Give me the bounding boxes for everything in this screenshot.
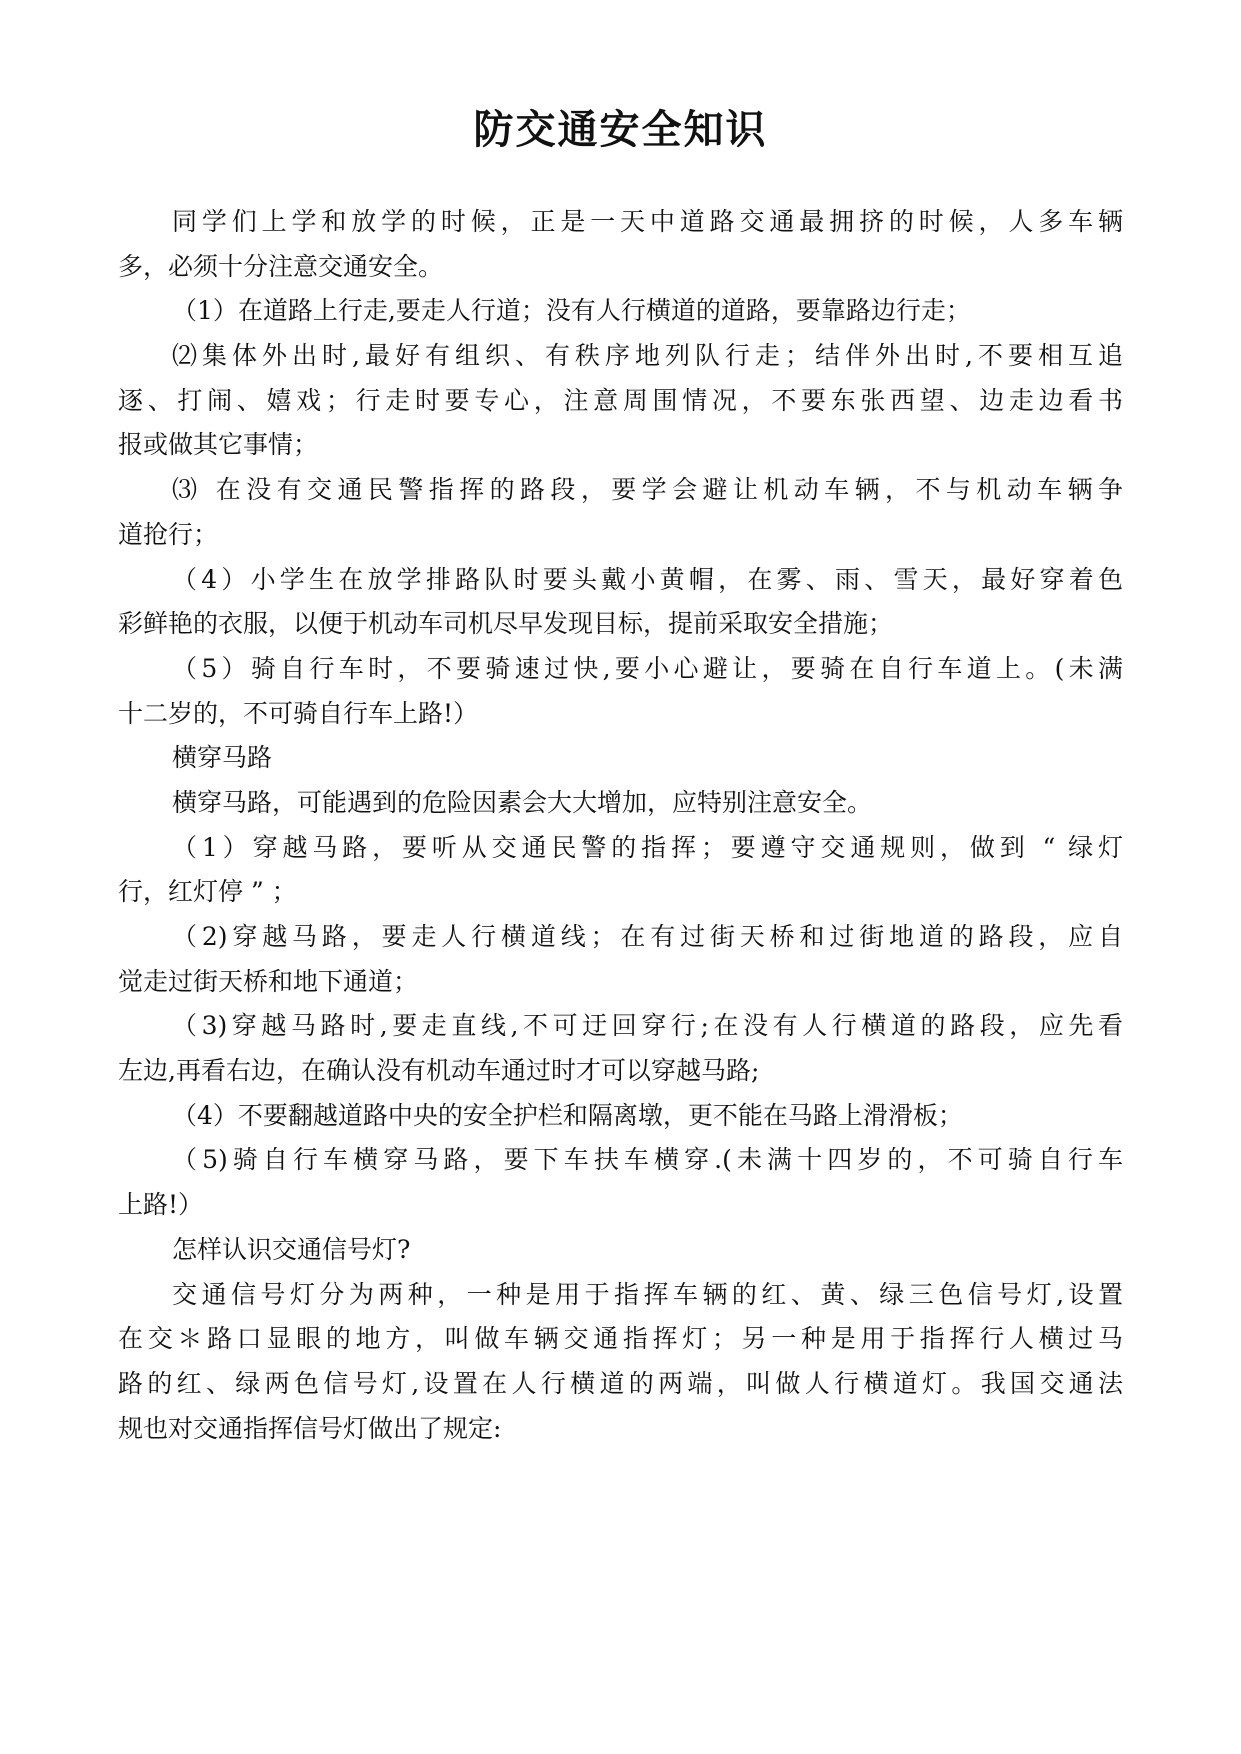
- text-line: （4）不要翻越道路中央的安全护栏和隔离墩，更不能在马路上滑滑板；: [172, 1100, 963, 1130]
- text-line: 左边,再看右边，在确认没有机动车通过时才可以穿越马路;: [118, 1056, 760, 1086]
- text-line: 十二岁的，不可骑自行车上路!）: [118, 698, 479, 728]
- text-line: ⑶ 在没有交通民警指挥的路段，要学会避让机动车辆，不与机动车辆争: [172, 475, 1123, 505]
- text-line: （1）穿越马路，要听从交通民警的指挥；要遵守交通规则，做到 “ 绿灯: [172, 832, 1123, 862]
- text-line: （5）骑自行车时，不要骑速过快,要小心避让，要骑在自行车道上。(未满: [172, 653, 1123, 683]
- page-title: 防交通安全知识: [473, 107, 768, 153]
- text-line: 横穿马路，可能遇到的危险因素会大大增加，应特别注意安全。: [172, 787, 873, 817]
- text-line: （4）小学生在放学排路队时要头戴小黄帽，在雾、雨、雪天，最好穿着色: [172, 564, 1123, 594]
- text-line: 觉走过街天桥和地下通道；: [118, 966, 419, 996]
- text-line: 在交＊路口显眼的地方，叫做车辆交通指挥灯；另一种是用于指挥行人横过马: [118, 1324, 1123, 1354]
- text-line: 怎样认识交通信号灯?: [172, 1234, 411, 1264]
- text-line: 行，红灯停 ” ；: [118, 877, 297, 907]
- text-line: （1）在道路上行走,要走人行道；没有人行横道的道路，要靠路边行走；: [172, 296, 971, 326]
- text-line: 规也对交通指挥信号灯做出了规定:: [118, 1413, 502, 1443]
- text-line: 上路!）: [118, 1190, 204, 1220]
- text-line: 路的红、绿两色信号灯,设置在人行横道的两端，叫做人行横道灯。我国交通法: [118, 1368, 1123, 1398]
- text-line: 同学们上学和放学的时候，正是一天中道路交通最拥挤的时候，人多车辆: [172, 207, 1123, 236]
- text-line: 横穿马路: [172, 743, 273, 773]
- text-line: 道抢行；: [118, 519, 219, 549]
- text-line: （3)穿越马路时,要走直线,不可迂回穿行;在没有人行横道的路段，应先看: [172, 1011, 1123, 1041]
- text-line: （5)骑自行车横穿马路，要下车扶车横穿.(未满十四岁的，不可骑自行车: [172, 1145, 1123, 1175]
- text-line: ⑵集体外出时,最好有组织、有秩序地列队行走；结伴外出时,不要相互追: [172, 341, 1123, 371]
- text-line: 多，必须十分注意交通安全。: [118, 251, 444, 281]
- document-body: [118, 200, 1123, 1451]
- text-line: 逐、打闹、嬉戏；行走时要专心，注意周围情况，不要东张西望、边走边看书: [118, 385, 1123, 415]
- text-line: 彩鲜艳的衣服，以便于机动车司机尽早发现目标，提前采取安全措施；: [118, 609, 894, 639]
- text-line: 交通信号灯分为两种，一种是用于指挥车辆的红、黄、绿三色信号灯,设置: [172, 1279, 1123, 1309]
- text-line: （2)穿越马路，要走人行横道线；在有过街天桥和过街地道的路段，应自: [172, 922, 1123, 951]
- text-line: 报或做其它事情；: [118, 430, 319, 460]
